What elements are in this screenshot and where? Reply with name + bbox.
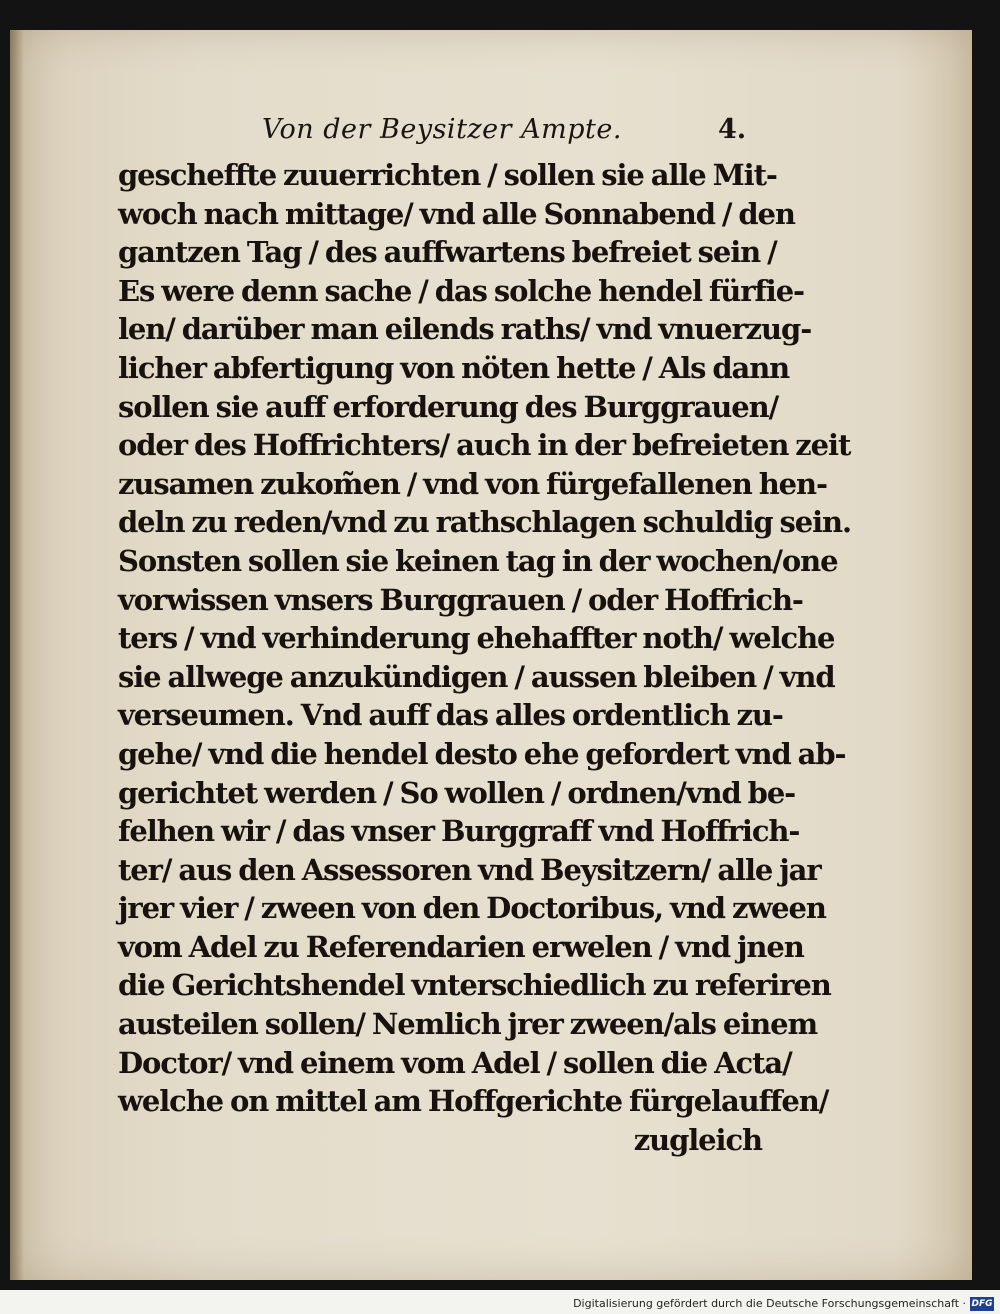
text-line: deln zu reden/vnd zu rathschlagen schuldig sein. [118,505,852,540]
text-line: geschefftе zuuerrichten / sollen sie alle Mit- [118,158,777,192]
text-line: oder des Hoffrichters/ auch in der befreieten zeit [118,428,851,463]
text-line: ter/ aus den Assessoren vnd Beysitzern/ alle jar [118,852,821,887]
dfg-logo: DFG [971,1299,993,1309]
text-line: welche on mittel am Hoffgerichte fürgelauffen/ [118,1084,829,1119]
text-line: Doctor/ vnd einem vom Adel / sollen die Acta/ [118,1045,792,1080]
text-line: jrer vier / zween von den Doctoribus, vnd zween [118,891,826,926]
text-line: zusamen zukom̃en / vnd von fürgefallenen hen- [118,466,827,501]
text-line: Sonsten sollen sie keinen tag in der wochen/one [118,543,838,578]
text-line: gantzen Tag / des auffwartens befreiet sein / [118,235,777,270]
text-line: austeilen sollen/ Nemlich jrer zween/als einem [118,1007,818,1042]
digitization-credit: Digitalisierung gefördert durch die Deutsche Forschungsgemeinschaft · [573,1297,966,1310]
text-line: gerichtet werden / So wollen / ordnen/vnd be- [118,775,796,810]
text-line: Es were denn sache / das solche hendel fürfie- [118,273,804,308]
text-line: verseumen. Vnd auff das alles ordentlich zu- [118,698,783,733]
text-line: sollen sie auff erforderung des Burggrauen/ [118,389,779,424]
text-line: licher abfertigung von nöten hette / Als dann [118,350,790,385]
text-line: die Gerichtshendel vnterschiedlich zu referiren [118,968,831,1003]
text-line: vorwissen vnsers Burggrauen / oder Hoffrich- [118,582,803,617]
text-line: woch nach mittage/ vnd alle Sonnabend / den [118,196,795,231]
page-body-text [118,156,852,1159]
text-line: vom Adel zu Referendarien erwelen / vnd jnen [118,929,804,964]
catchword: zugleich [633,1122,762,1157]
page-number: 4. [718,114,747,145]
running-title: Von der Beysitzer Ampte. [262,114,622,145]
text-line: gehe/ vnd die hendel desto ehe gefordert vnd ab- [118,736,846,771]
text-line: sie allwege anzukündigen / aussen bleiben / vnd [118,659,835,694]
text-line: felhen wir / das vnser Burggraff vnd Hoffrich- [118,814,800,849]
book-page [10,30,972,1280]
text-line: len/ darüber man eilends raths/ vnd vnuerzug- [118,312,812,347]
text-line: ters / vnd verhinderung ehehaffter noth/ welche [118,621,835,656]
